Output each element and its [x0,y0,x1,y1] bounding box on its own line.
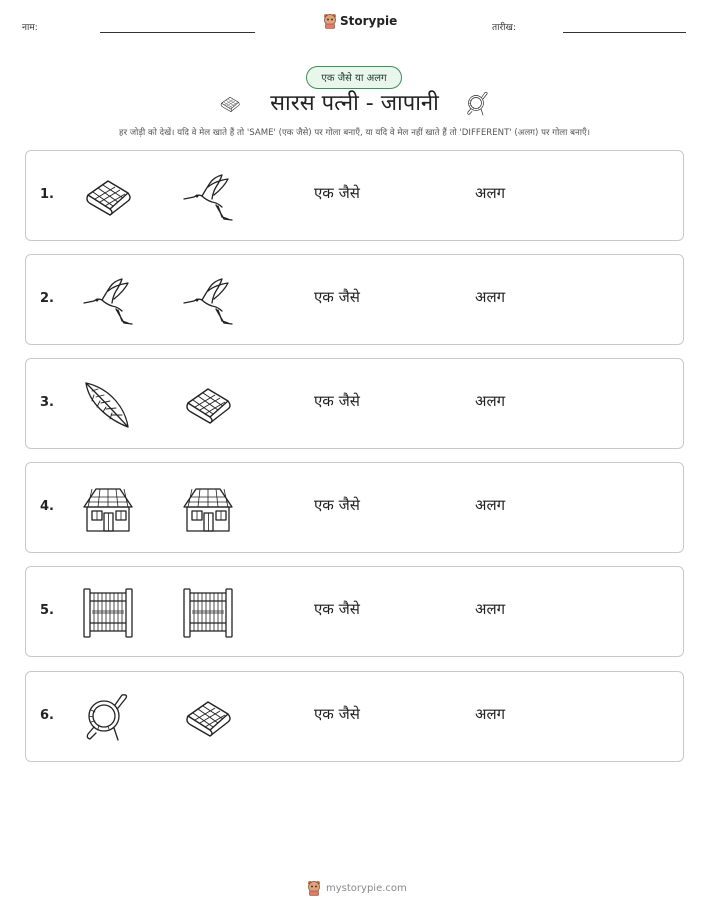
question-number: 2. [40,291,54,306]
footer-url: mystorypie.com [326,882,407,894]
page-title: सारस पत्नी - जापानी [270,91,439,116]
loom-icon [82,587,134,639]
date-line[interactable] [563,32,686,33]
brand-name: Storypie [340,14,398,28]
question-row-1 [25,150,684,241]
hut-icon [182,483,234,535]
hut-icon [82,483,134,535]
question-row-3 [25,358,684,449]
crane-icon [182,171,234,223]
different-option[interactable]: अलग [475,705,506,723]
different-option[interactable]: अलग [475,392,506,410]
worksheet-type-badge: एक जैसे या अलग [306,66,402,89]
same-option[interactable]: एक जैसे [314,392,360,410]
name-label: नाम: [22,23,38,33]
blanket-icon [182,379,234,431]
loom-icon [182,587,234,639]
question-number: 6. [40,708,54,723]
name-line[interactable] [100,32,255,33]
brand-logo [323,13,397,29]
blanket-icon [182,692,234,744]
instructions: हर जोड़ी को देखें। यदि वे मेल खाते हैं तो 'SAME' (एक जैसे) पर गोला बनाएँ, या यदि वे मेल नहीं खाते हैं तो 'DIFFERENT' (अलग) पर गोला बनाएँ। [119,128,590,138]
question-row-6 [25,671,684,762]
question-row-4 [25,462,684,553]
same-option[interactable]: एक जैसे [314,288,360,306]
question-number: 3. [40,395,54,410]
question-number: 1. [40,187,54,202]
different-option[interactable]: अलग [475,496,506,514]
feather-icon [82,379,134,431]
different-option[interactable]: अलग [475,600,506,618]
question-row-5 [25,566,684,657]
question-number: 4. [40,499,54,514]
storypie-mascot-icon [323,13,337,29]
same-option[interactable]: एक जैसे [314,184,360,202]
different-option[interactable]: अलग [475,288,506,306]
storypie-mascot-icon [307,880,321,896]
crane-icon [182,275,234,327]
rope-icon [465,89,491,119]
different-option[interactable]: अलग [475,184,506,202]
same-option[interactable]: एक जैसे [314,705,360,723]
same-option[interactable]: एक जैसे [314,600,360,618]
blanket-icon [82,171,134,223]
question-row-2 [25,254,684,345]
same-option[interactable]: एक जैसे [314,496,360,514]
rope-icon [82,692,134,744]
crane-icon [82,275,134,327]
question-number: 5. [40,603,54,618]
date-label: तारीख: [492,23,516,33]
footer [307,880,407,896]
